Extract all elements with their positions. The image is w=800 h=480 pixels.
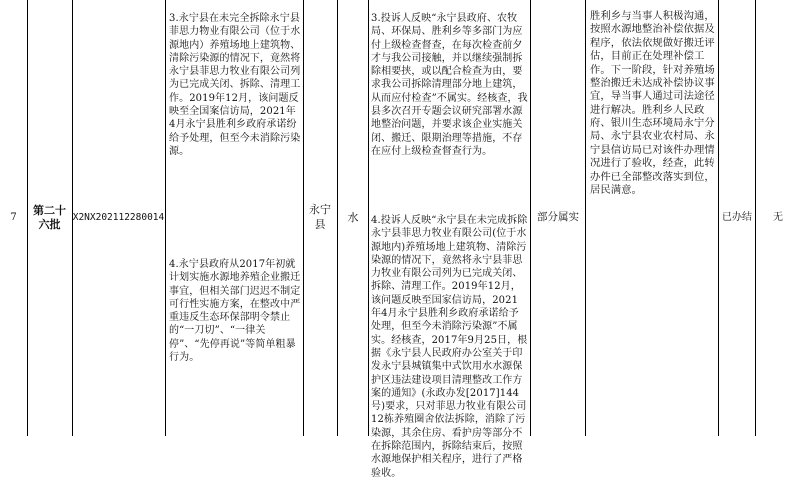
complaint-item-4: 4.永宁县政府从2017年初就计划实施水源地养殖企业搬迁事宜，但相关部门迟迟不制定可行性实施方案，在整改中严重违反生态环保部明令禁止的“一刀切”、“一律关停”、“先停再说”等简单粗暴行为。 — [169, 259, 301, 364]
verdict: 部分属实 — [537, 211, 579, 224]
column-border — [27, 0, 28, 436]
complaint-item-3: 3.永宁县在未完全拆除永宁县菲思力物业有限公司（位于水源地内）养殖场地上建筑物、清除污染源的情况下，竟然将永宁县菲思力牧业有限公司列为已完成关闭、拆除、清理工作。2019年12月，该问题反映至全国案信访局，2021年4月永宁县胜利乡政府承诺纷给予处理，但至今未消除污染源。 — [169, 13, 301, 157]
batch-label: 第二十六批 — [33, 204, 66, 231]
row-index: 7 — [10, 212, 17, 224]
column-border — [368, 0, 369, 436]
county: 永宁县 — [309, 203, 331, 231]
status-badge: 已办结 — [722, 212, 752, 224]
handling-text: 胜利乡与当事人积极沟通，按照水源地整治补偿依据及程序，依法依规做好搬迁评估，目前正在处理补偿工作。下一阶段，针对养殖场整治搬迁未达成补偿协议事宜，导当事人通过司法途径进行解决。胜利乡人民政府、银川生态环境局永宁分局、永宁县农业农村局、永宁县信访局已对该件办理情况进行了验收，经查，此转办件已全部整改落实到位，居民满意。 — [590, 10, 715, 196]
column-border — [165, 0, 166, 436]
finding-item-4: 4.投诉人反映“永宁县在未完成拆除永宁县菲思力牧业有限公司(位于水源地内)养殖场地上建筑物、清除污染源的情况下，竟然将永宁县菲思力牧业有限公司列为已完成关闭、拆除、清理工作。2019年12月，该问题反映至国家信访局，2021年4月永宁县胜利乡政府承诺给予处理，但至今未消除污染源”不属实。经核查，2017年9月25日，根据《永宁县人民政府办公室关于印发永宁县城镇集中式饮用水水源保护区违法建设项目清理整改工作方案的通知》(永政办发[2017]144号)要求，只对菲思力牧业有限公司12栋养殖圈舍依法拆除，消除了污染源，其余住房、看护房等部分不在拆除范围内，拆除结束后，按照水源地保护相关程序，进行了严格验收。 — [371, 215, 528, 479]
finding-item-3: 3.投诉人反映“永宁县政府、农牧局、环保局、胜利乡等多部门为应付上级检查督查，在每次检查前夕才与我公司接触，并以继续强制拆除相要挟，或以配合检查为由，要求我公司拆除清理部分地上建筑，从而应付检查”不属实。经核查，我县多次召开专题会议研究部署水源地整治问题，并要求该企业实施关闭、搬迁、限期治理等措施，不存在应付上级检查督查行为。 — [371, 13, 528, 157]
accountability: 无 — [773, 212, 783, 224]
column-border — [303, 0, 304, 436]
column-border — [585, 0, 586, 436]
category: 水 — [347, 210, 359, 224]
case-code: X2NX202112280014 — [72, 211, 165, 223]
